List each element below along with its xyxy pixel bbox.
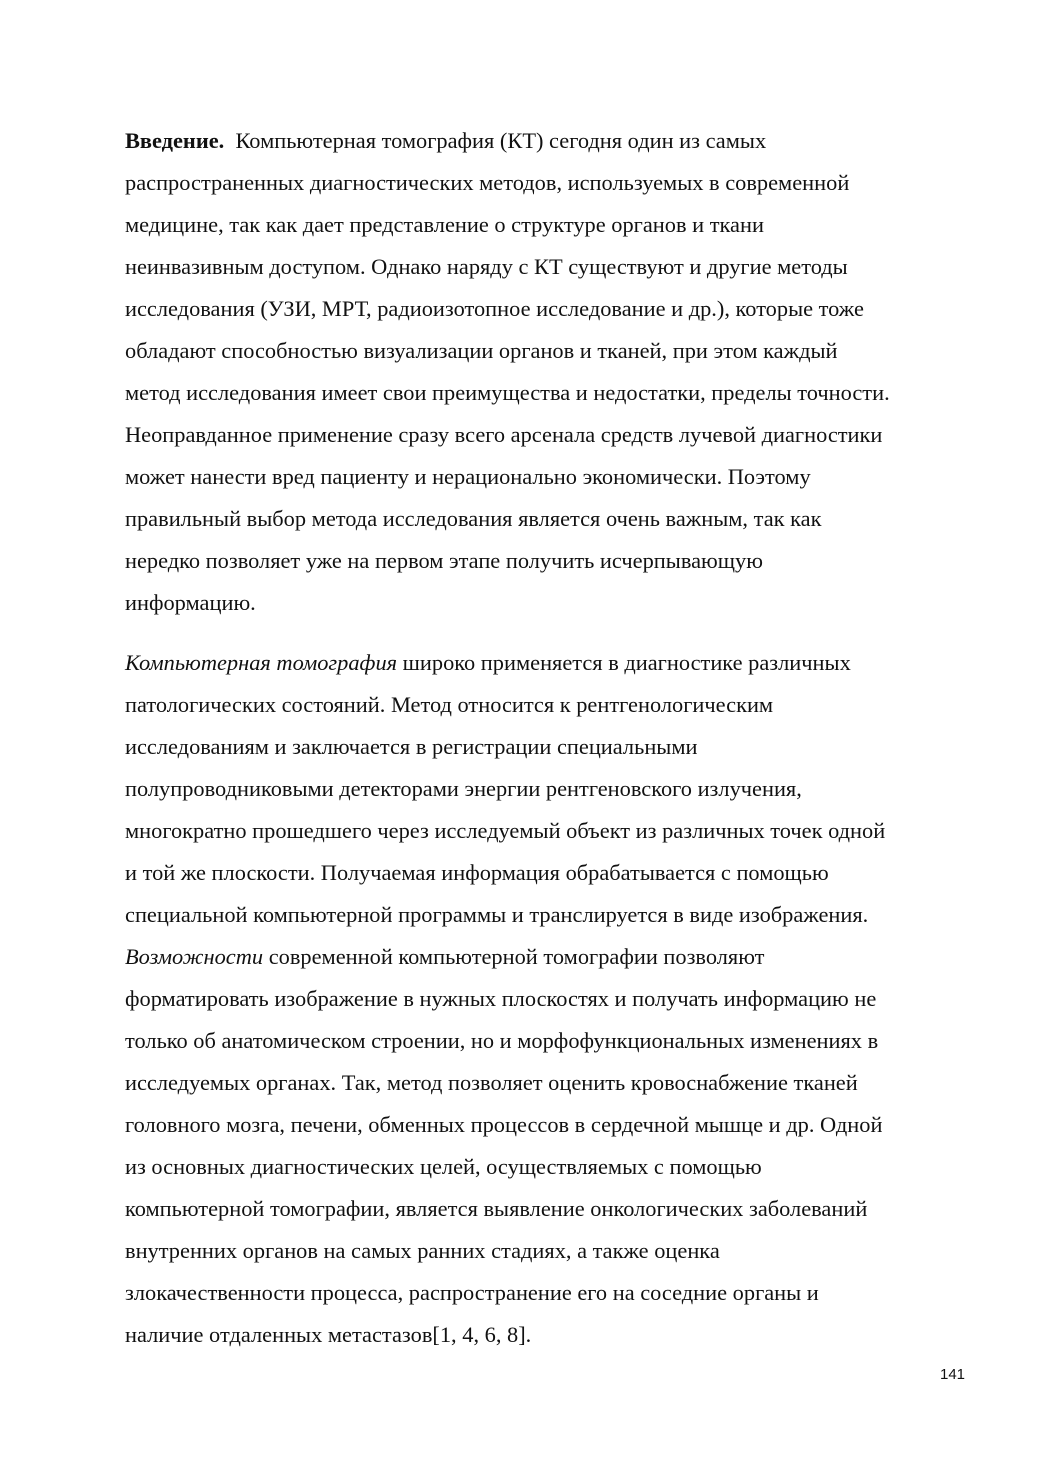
paragraph1-line-7: метод исследования имеет свои преимущества и недостатки, пределы точности. [125,380,890,405]
paragraph2-line-7: специальной компьютерной программы и транслируется в виде изображения. [125,902,869,927]
paragraph2-line-1-text: широко применяется в диагностике различных [397,650,851,675]
paragraph2-line-10: только об анатомическом строении, но и морфофункциональных изменениях в [125,1028,879,1053]
paragraph2-line-3: исследованиям и заключается в регистрации специальными [125,734,698,759]
paragraph2-line-11: исследуемых органах. Так, метод позволяет оценить кровоснабжение тканей [125,1070,858,1095]
paragraph1-line-4: неинвазивным доступом. Однако наряду с КТ существуют и другие методы [125,254,848,279]
italic-term-ct: Компьютерная томография [125,650,398,675]
paragraph2-line-12: головного мозга, печени, обменных процессов в сердечной мышце и др. Одной [125,1112,883,1137]
paragraph2-line-13: из основных диагностических целей, осуществляемых с помощью [125,1154,762,1179]
paragraph1-line-9: может нанести вред пациенту и нерационально экономически. Поэтому [125,464,811,489]
paragraph2-line-4: полупроводниковыми детекторами энергии рентгеновского излучения, [125,776,802,801]
intro-heading: Введение. [125,128,225,153]
paragraph2-line-1 [125,652,851,674]
paragraph1-line-6: обладают способностью визуализации органов и тканей, при этом каждый [125,338,838,363]
paragraph1-line-10: правильный выбор метода исследования является очень важным, так как [125,506,822,531]
paragraph1-line-8: Неоправданное применение сразу всего арсенала средств лучевой диагностики [125,422,883,447]
paragraph2-line-6: и той же плоскости. Получаемая информация обрабатывается с помощью [125,860,829,885]
italic-term-possibilities: Возможности [125,944,264,969]
paragraph1-line-11: нередко позволяет уже на первом этапе получить исчерпывающую [125,548,763,573]
paragraph2-line-2: патологических состояний. Метод относится к рентгенологическим [125,692,774,717]
paragraph2-line-17: наличие отдаленных метастазов[1, 4, 6, 8]. [125,1322,532,1347]
page-number: 141 [940,1366,966,1383]
paragraph1-line-1 [125,130,766,152]
paragraph2-line-5: многократно прошедшего через исследуемый объект из различных точек одной [125,818,886,843]
paragraph2-line-8 [125,946,764,968]
paragraph2-line-16: злокачественности процесса, распространение его на соседние органы и [125,1280,819,1305]
paragraph1-line-2: распространенных диагностических методов, используемых в современной [125,170,850,195]
paragraph1-line-1-text: Компьютерная томография (КТ) сегодня один из самых [235,128,767,153]
paragraph1-line-3: медицине, так как дает представление о структуре органов и ткани [125,212,764,237]
paragraph2-line-15: внутренних органов на самых ранних стадиях, а также оценка [125,1238,720,1263]
paragraph2-line-14: компьютерной томографии, является выявление онкологических заболеваний [125,1196,868,1221]
paragraph1-line-12: информацию. [125,590,256,615]
paragraph2-line-8-text: современной компьютерной томографии позволяют [263,944,765,969]
paragraph1-line-5: исследования (УЗИ, МРТ, радиоизотопное исследование и др.), которые тоже [125,296,864,321]
paragraph2-line-9: форматировать изображение в нужных плоскостях и получать информацию не [125,986,877,1011]
